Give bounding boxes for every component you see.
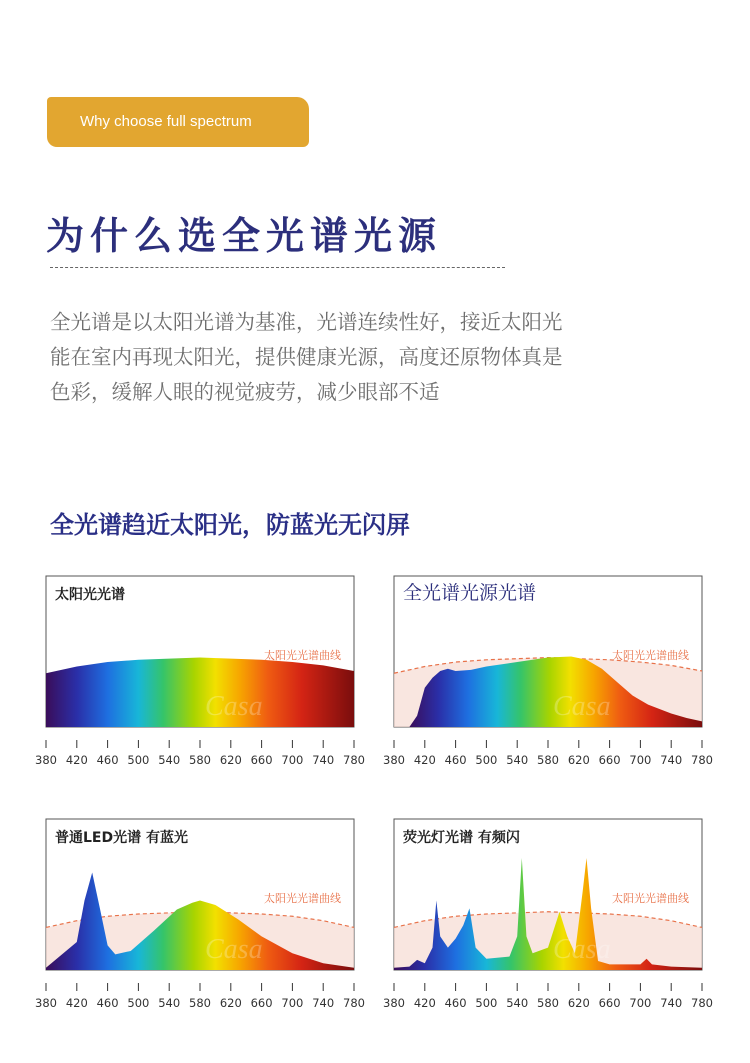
x-tick-label: 780 [343,996,365,1010]
x-tick-label: 380 [383,996,405,1010]
intro-line: 色彩，缓解人眼的视觉疲劳，减少眼部不适 [50,380,440,404]
x-tick-label: 780 [691,753,713,767]
x-tick-label: 540 [506,753,529,767]
chart-fluorescent [383,818,713,1058]
x-tick-label: 660 [598,996,621,1010]
x-tick-label: 580 [537,996,559,1010]
watermark-text: Casa [205,691,263,722]
x-tick-label: 780 [691,996,713,1010]
x-tick-label: 420 [65,996,88,1010]
watermark-text: Casa [553,934,611,965]
x-tick-label: 380 [35,753,57,767]
chart-svg [35,575,365,775]
x-tick-label: 580 [189,753,211,767]
x-tick-label: 540 [158,996,181,1010]
reference-label: 太阳光光谱曲线 [264,649,341,662]
x-tick-label: 620 [567,996,590,1010]
x-tick-label: 420 [413,996,436,1010]
x-tick-label: 700 [629,996,652,1010]
x-tick-label: 700 [629,753,652,767]
chart-led [35,818,365,1058]
x-tick-label: 540 [158,753,181,767]
x-tick-label: 460 [96,996,119,1010]
x-tick-label: 740 [312,996,335,1010]
watermark-text: Casa [553,691,611,722]
x-tick-label: 460 [96,753,119,767]
x-tick-label: 420 [65,753,88,767]
chart-sunlight [35,575,365,815]
badge-label: Why choose full spectrum [80,113,252,130]
x-tick-label: 700 [281,753,304,767]
chart-svg [35,818,365,1018]
x-tick-label: 660 [250,753,273,767]
reference-label: 太阳光光谱曲线 [264,892,341,905]
reference-label: 太阳光光谱曲线 [612,649,689,662]
intro-line: 全光谱是以太阳光谱为基准，光谱连续性好，接近太阳光 [50,310,563,334]
x-tick-label: 420 [413,753,436,767]
x-tick-label: 540 [506,996,529,1010]
x-tick-label: 460 [444,753,467,767]
x-tick-label: 500 [127,753,150,767]
intro-paragraph [50,305,650,410]
x-tick-label: 620 [219,996,242,1010]
chart-full-spectrum [383,575,713,815]
x-tick-label: 660 [250,996,273,1010]
x-tick-label: 380 [383,753,405,767]
title-divider [50,267,505,268]
x-tick-label: 740 [312,753,335,767]
chart-svg [383,818,713,1018]
x-tick-label: 500 [475,996,498,1010]
hero-title: 为什么选全光谱光源 [46,214,443,258]
chart-title: 荧光灯光谱 有频闪 [403,830,520,846]
x-tick-label: 620 [567,753,590,767]
chart-title: 太阳光光谱 [55,587,125,603]
x-tick-label: 740 [660,996,683,1010]
watermark-text: Casa [205,934,263,965]
x-tick-label: 700 [281,996,304,1010]
intro-line: 能在室内再现太阳光，提供健康光源，高度还原物体真是 [50,345,563,369]
why-full-spectrum-badge [47,97,309,147]
x-tick-label: 460 [444,996,467,1010]
x-tick-label: 580 [189,996,211,1010]
x-tick-label: 580 [537,753,559,767]
section-title: 全光谱趋近太阳光，防蓝光无闪屏 [50,511,410,539]
reference-label: 太阳光光谱曲线 [612,892,689,905]
chart-title: 全光谱光源光谱 [403,582,537,604]
spectrum-area [46,658,354,727]
x-tick-label: 500 [475,753,498,767]
x-tick-label: 620 [219,753,242,767]
x-tick-label: 780 [343,753,365,767]
chart-title: 普通LED光谱 有蓝光 [55,830,188,846]
x-tick-label: 500 [127,996,150,1010]
x-tick-label: 380 [35,996,57,1010]
x-tick-label: 740 [660,753,683,767]
x-tick-label: 660 [598,753,621,767]
chart-svg [383,575,713,775]
